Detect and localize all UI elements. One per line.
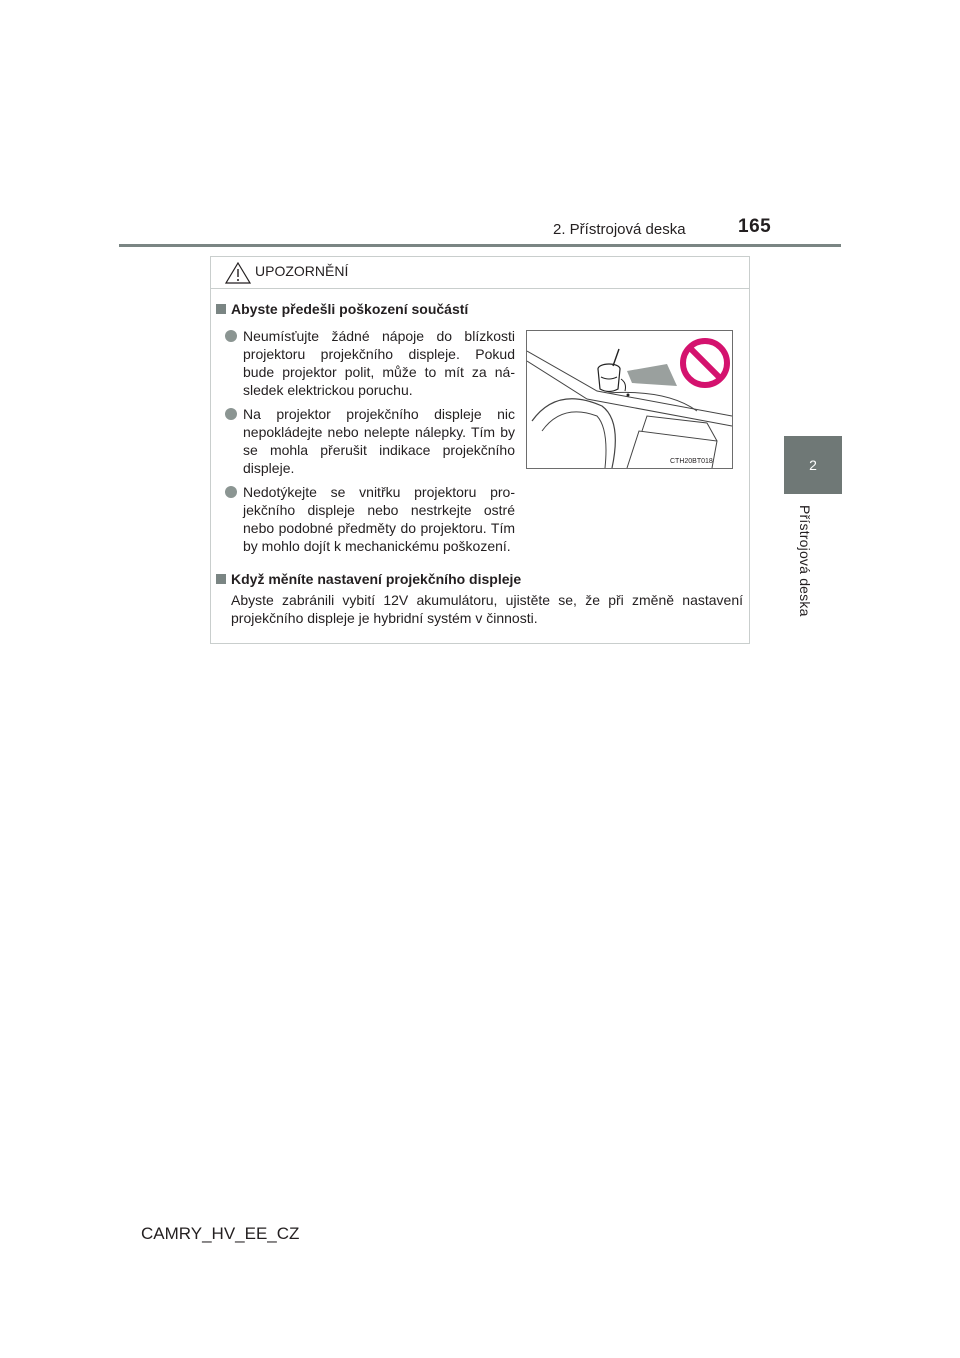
bullet-text: Neumísťujte žádné nápoje do blízkosti projektoru projekčního displeje. Pokud bude projektor polit, může to mít za následek elektrickou poruchu.	[243, 328, 515, 398]
page-number: 165	[738, 216, 772, 237]
caution-box	[210, 256, 750, 644]
square-bullet-icon	[216, 304, 226, 314]
section2-title: Když měníte nastavení projekčního displeje	[231, 571, 522, 587]
circle-bullet-icon	[225, 408, 237, 420]
chapter-number: 2	[809, 457, 817, 473]
list-item	[225, 327, 515, 399]
bullet-text: Na projektor projekčního displeje nic nepokládejte nebo nelepte nálepky. Tím by se mohla přerušit indikace projekčního displeje.	[243, 406, 515, 476]
circle-bullet-icon	[225, 486, 237, 498]
caution-title: UPOZORNĚNÍ	[255, 263, 349, 279]
list-item	[225, 405, 515, 477]
chapter-tab	[784, 436, 842, 494]
bullet-list	[225, 327, 515, 561]
dashboard-illustration	[527, 331, 732, 468]
section-heading	[216, 571, 521, 587]
header-rule	[119, 244, 841, 247]
chapter-label: Přístrojová deska	[797, 505, 813, 617]
list-item	[225, 483, 515, 555]
header-section-title: 2. Přístrojová deska	[553, 221, 686, 238]
illustration-dashboard-drink	[526, 330, 733, 469]
circle-bullet-icon	[225, 330, 237, 342]
section-heading	[216, 301, 468, 317]
footer-doc-code: CAMRY_HV_EE_CZ	[141, 1224, 300, 1243]
bullet-text: Nedotýkejte se vnitřku projektoru projekčního displeje nebo nestrkejte ostré nebo podobné předměty do projektoru. Tím by mohlo dojít k mechanickému poškození.	[243, 484, 515, 554]
square-bullet-icon	[216, 574, 226, 584]
caution-header	[211, 257, 749, 289]
section2-text: Abyste zabránili vybití 12V akumulátoru, ujistěte se, že při změně nastavení projekčního displeje je hybridní systém v činnosti.	[231, 592, 743, 626]
figure-code: CTH20BT018	[670, 458, 713, 465]
section1-title: Abyste předešli poškození součástí	[231, 301, 469, 317]
warning-triangle-icon	[225, 262, 251, 284]
